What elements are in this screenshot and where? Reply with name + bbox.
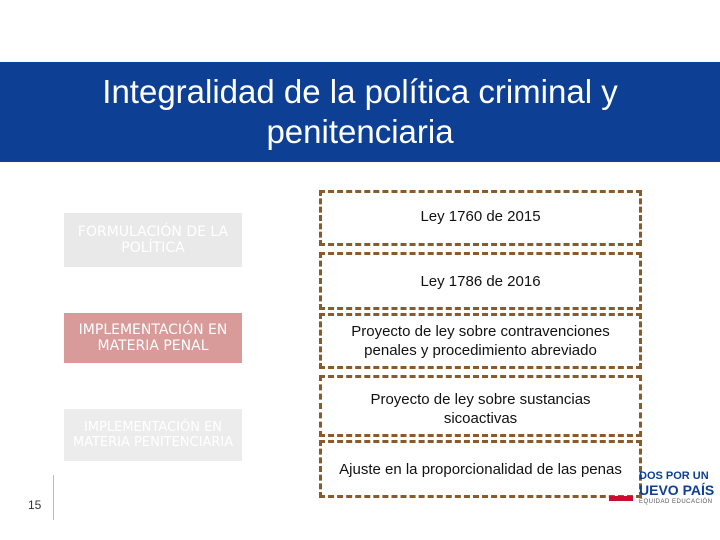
logo-text-line2: UEVO PAÍS: [639, 482, 715, 498]
title-bar: [0, 62, 720, 162]
stage-penal-implementation: IMPLEMENTACIÓN EN MATERIA PENAL: [64, 313, 242, 363]
divider-line: [53, 475, 54, 520]
law-box-proporcionalidad: Ajuste en la proporcionalidad de las penas: [319, 440, 642, 498]
law-box-sustancias: Proyecto de ley sobre sustancias sicoactivas: [319, 375, 642, 437]
law-box-1760: Ley 1760 de 2015: [319, 190, 642, 246]
stage-formulation: FORMULACIÓN DE LA POLÍTICA: [64, 213, 242, 267]
law-box-1786: Ley 1786 de 2016: [319, 252, 642, 310]
slide-title: Integralidad de la política criminal y penitenciaria: [102, 73, 618, 150]
stage-penitentiary-implementation: IMPLEMENTACIÓN EN MATERIA PENITENCIARIA: [64, 409, 242, 461]
page-number: 15: [28, 498, 42, 512]
logo-text-line1: DOS POR UN: [639, 470, 709, 482]
government-logo: [603, 466, 720, 510]
flag-stripe-icon: [609, 496, 633, 501]
law-box-contravenciones: Proyecto de ley sobre contravenciones penales y procedimiento abreviado: [319, 313, 642, 369]
logo-text-line3: EQUIDAD EDUCACIÓN: [639, 499, 713, 505]
